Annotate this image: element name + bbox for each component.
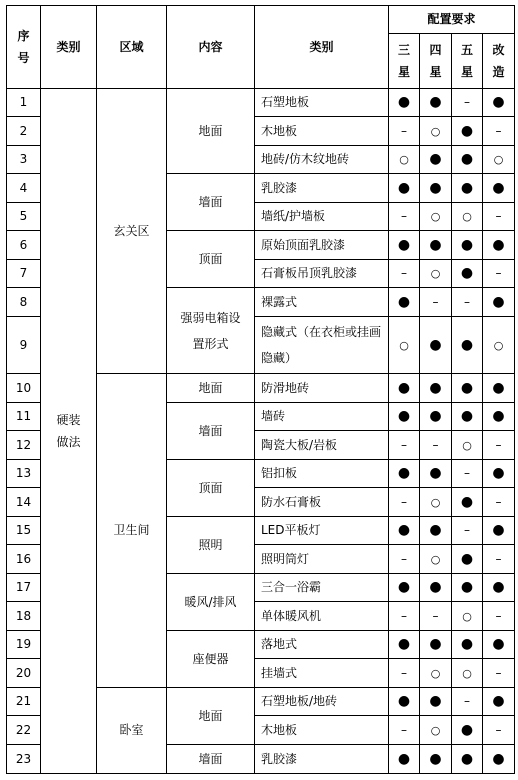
item-name: 乳胶漆 [255, 745, 389, 774]
standard-mark: ● [420, 374, 452, 403]
content-cell: 顶面 [167, 460, 255, 517]
header-no: 序号 [7, 6, 41, 89]
item-name: LED平板灯 [255, 517, 389, 545]
row-number: 14 [7, 488, 41, 517]
content-cell: 墙面 [167, 745, 255, 774]
none-mark: – [483, 716, 515, 745]
standard-mark: ● [420, 174, 452, 203]
row-number: 10 [7, 374, 41, 403]
standard-mark: ● [452, 403, 483, 431]
content-cell: 座便器 [167, 631, 255, 688]
standard-mark: ● [483, 631, 515, 659]
standard-mark: ● [389, 631, 420, 659]
standard-mark: ● [452, 745, 483, 774]
standard-mark: ● [452, 317, 483, 374]
standard-mark: ● [483, 89, 515, 117]
row-number: 4 [7, 174, 41, 203]
standard-mark: ● [420, 631, 452, 659]
header-zone: 区域 [97, 6, 167, 89]
item-name: 地砖/仿木纹地砖 [255, 146, 389, 174]
standard-mark: ● [420, 688, 452, 716]
item-name: 乳胶漆 [255, 174, 389, 203]
standard-mark: ● [452, 117, 483, 146]
none-mark: – [389, 659, 420, 688]
standard-mark: ● [452, 716, 483, 745]
optional-mark: ○ [420, 260, 452, 288]
standard-mark: ● [483, 403, 515, 431]
none-mark: – [420, 602, 452, 631]
none-mark: – [389, 545, 420, 574]
item-name: 落地式 [255, 631, 389, 659]
standard-mark: ● [389, 460, 420, 488]
row-number: 15 [7, 517, 41, 545]
none-mark: – [389, 602, 420, 631]
item-name: 防水石膏板 [255, 488, 389, 517]
row-number: 3 [7, 146, 41, 174]
item-name: 墙砖 [255, 403, 389, 431]
content-cell: 地面 [167, 688, 255, 745]
none-mark: – [420, 288, 452, 317]
standard-mark: ● [420, 146, 452, 174]
optional-mark: ○ [389, 146, 420, 174]
none-mark: – [483, 488, 515, 517]
standard-mark: ● [483, 374, 515, 403]
optional-mark: ○ [483, 317, 515, 374]
item-name: 裸露式 [255, 288, 389, 317]
none-mark: – [389, 260, 420, 288]
none-mark: – [452, 288, 483, 317]
row-number: 23 [7, 745, 41, 774]
content-cell: 强弱电箱设置形式 [167, 288, 255, 374]
none-mark: – [420, 431, 452, 460]
standard-mark: ● [452, 374, 483, 403]
standard-mark: ● [483, 517, 515, 545]
item-name: 防滑地砖 [255, 374, 389, 403]
row-number: 19 [7, 631, 41, 659]
none-mark: – [389, 117, 420, 146]
none-mark: – [389, 488, 420, 517]
header-config: 配置要求 [389, 6, 515, 34]
row-number: 7 [7, 260, 41, 288]
standard-mark: ● [483, 460, 515, 488]
optional-mark: ○ [420, 659, 452, 688]
standard-mark: ● [452, 488, 483, 517]
row-number: 8 [7, 288, 41, 317]
standard-mark: ● [452, 545, 483, 574]
standard-mark: ● [452, 574, 483, 602]
optional-mark: ○ [483, 146, 515, 174]
standard-mark: ● [420, 403, 452, 431]
optional-mark: ○ [420, 545, 452, 574]
none-mark: – [483, 117, 515, 146]
standard-mark: ● [483, 231, 515, 260]
item-name: 木地板 [255, 716, 389, 745]
standard-mark: ● [420, 89, 452, 117]
standard-mark: ● [389, 745, 420, 774]
header-level-4star: 四星 [420, 34, 452, 89]
row-number: 11 [7, 403, 41, 431]
none-mark: – [483, 431, 515, 460]
row-number: 2 [7, 117, 41, 146]
standard-mark: ● [420, 231, 452, 260]
standard-mark: ● [483, 288, 515, 317]
config-table [6, 5, 515, 774]
optional-mark: ○ [452, 602, 483, 631]
row-number: 5 [7, 203, 41, 231]
optional-mark: ○ [452, 431, 483, 460]
item-name: 单体暖风机 [255, 602, 389, 631]
none-mark: – [483, 602, 515, 631]
standard-mark: ● [452, 231, 483, 260]
optional-mark: ○ [420, 117, 452, 146]
optional-mark: ○ [420, 203, 452, 231]
standard-mark: ● [483, 574, 515, 602]
standard-mark: ● [483, 174, 515, 203]
optional-mark: ○ [420, 488, 452, 517]
row-number: 20 [7, 659, 41, 688]
content-cell: 墙面 [167, 403, 255, 460]
standard-mark: ● [452, 146, 483, 174]
optional-mark: ○ [389, 317, 420, 374]
standard-mark: ● [389, 517, 420, 545]
item-name: 照明筒灯 [255, 545, 389, 574]
item-name: 木地板 [255, 117, 389, 146]
row-number: 6 [7, 231, 41, 260]
row-number: 22 [7, 716, 41, 745]
none-mark: – [389, 431, 420, 460]
header-category: 类别 [41, 6, 97, 89]
standard-mark: ● [389, 89, 420, 117]
none-mark: – [452, 460, 483, 488]
item-name: 石塑地板/地砖 [255, 688, 389, 716]
row-number: 9 [7, 317, 41, 374]
row-number: 1 [7, 89, 41, 117]
standard-mark: ● [483, 688, 515, 716]
content-cell: 照明 [167, 517, 255, 574]
standard-mark: ● [452, 260, 483, 288]
standard-mark: ● [452, 174, 483, 203]
row-number: 18 [7, 602, 41, 631]
row-number: 21 [7, 688, 41, 716]
row-number: 13 [7, 460, 41, 488]
item-name: 石膏板吊顶乳胶漆 [255, 260, 389, 288]
item-name: 三合一浴霸 [255, 574, 389, 602]
header-level-3star: 三星 [389, 34, 420, 89]
content-cell: 地面 [167, 89, 255, 174]
optional-mark: ○ [420, 716, 452, 745]
item-name: 墙纸/护墙板 [255, 203, 389, 231]
row-number: 12 [7, 431, 41, 460]
item-name: 陶瓷大板/岩板 [255, 431, 389, 460]
item-name: 原始顶面乳胶漆 [255, 231, 389, 260]
standard-mark: ● [420, 460, 452, 488]
row-number: 17 [7, 574, 41, 602]
standard-mark: ● [420, 745, 452, 774]
none-mark: – [452, 89, 483, 117]
none-mark: – [483, 260, 515, 288]
zone-cell: 卫生间 [97, 374, 167, 688]
header-type: 类别 [255, 6, 389, 89]
standard-mark: ● [389, 174, 420, 203]
none-mark: – [389, 716, 420, 745]
standard-mark: ● [389, 374, 420, 403]
optional-mark: ○ [452, 203, 483, 231]
standard-mark: ● [389, 403, 420, 431]
content-cell: 墙面 [167, 174, 255, 231]
item-name: 隐藏式（在衣柜或挂画隐藏） [255, 317, 389, 374]
none-mark: – [483, 203, 515, 231]
category-cell: 硬装做法 [41, 89, 97, 774]
item-name: 石塑地板 [255, 89, 389, 117]
none-mark: – [389, 203, 420, 231]
standard-mark: ● [420, 317, 452, 374]
optional-mark: ○ [452, 659, 483, 688]
item-name: 铝扣板 [255, 460, 389, 488]
none-mark: – [452, 517, 483, 545]
standard-mark: ● [389, 231, 420, 260]
row-number: 16 [7, 545, 41, 574]
content-cell: 暖风/排风 [167, 574, 255, 631]
header-content: 内容 [167, 6, 255, 89]
table-row [7, 89, 515, 117]
zone-cell: 卧室 [97, 688, 167, 774]
none-mark: – [452, 688, 483, 716]
table-body [7, 89, 515, 774]
content-cell: 顶面 [167, 231, 255, 288]
item-name: 挂墙式 [255, 659, 389, 688]
standard-mark: ● [389, 574, 420, 602]
standard-mark: ● [389, 288, 420, 317]
none-mark: – [483, 545, 515, 574]
standard-mark: ● [452, 631, 483, 659]
standard-mark: ● [389, 688, 420, 716]
header-level-renovation: 改造 [483, 34, 515, 89]
standard-mark: ● [420, 574, 452, 602]
zone-cell: 玄关区 [97, 89, 167, 374]
header-level-5star: 五星 [452, 34, 483, 89]
none-mark: – [483, 659, 515, 688]
standard-mark: ● [483, 745, 515, 774]
standard-mark: ● [420, 517, 452, 545]
content-cell: 地面 [167, 374, 255, 403]
